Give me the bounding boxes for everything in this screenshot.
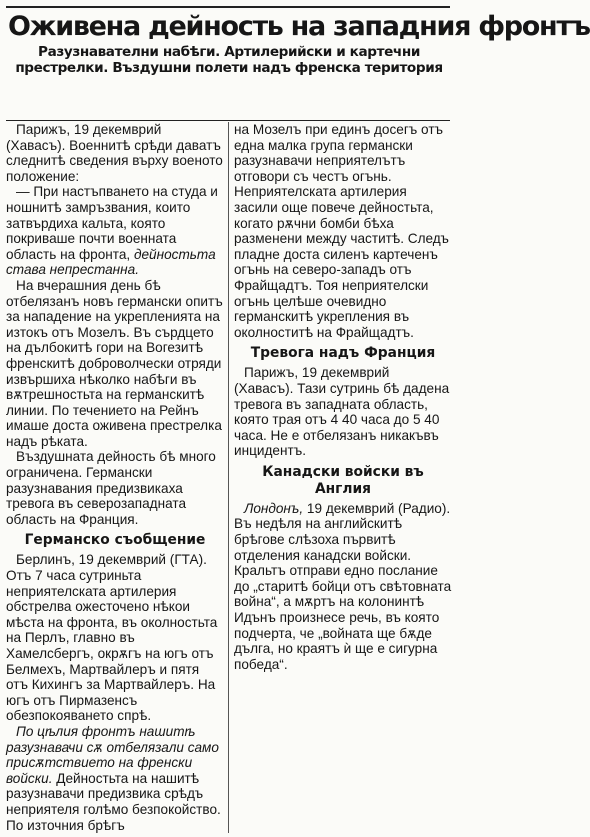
- london-dateline: Лондонъ,: [244, 500, 304, 516]
- header-rule: [6, 120, 450, 121]
- subheadline: Разузнавателни набѣги. Артилерийски и картечни престрелки. Въздушни полети надъ френска територия: [15, 44, 443, 76]
- top-rule: [6, 6, 450, 8]
- paragraph-moselle: на Мозелъ при единъ досегъ отъ една малка група германски разузнавачи неприятелътъ отговори съ честъ огънь. Неприятелската артилерия засили още повече дейностьта, когато рѫчни бомби бѣха разменени между частитѣ. Следъ пладне доста силенъ картеченъ огънь на северо-западъ отъ Фрайщадтъ. Тоя неприятелски огънь целѣше очевидно германскитѣ укрепления въ околноститѣ на Фрайщадтъ.: [234, 122, 449, 340]
- frost-italic: дейностьта става непрестанна.: [6, 246, 216, 278]
- section-heading-alarm: Тревога надъ Франция: [250, 345, 436, 362]
- article-columns: [6, 122, 452, 833]
- reconnaissance-text: Дейностьта на нашитѣ разузнавачи предизвика срѣдъ неприятеля голѣмо безпокойство. По източния брѣгъ: [6, 770, 221, 833]
- paragraph-berlin: Берлинъ, 19 декемврий (ГТА). Отъ 7 часа сутриньта неприятелската артилерия обстрелва ожесточено нѣкои мѣста на фронта, въ околностьта на Перлъ, главно въ Хамелсбергъ, окрѫгъ на югъ отъ Белмехъ, Мартвайлеръ и пятя отъ Кихингъ за Мартвайлеръ. На югъ отъ Пирмазенсъ обезпокояването спрѣ.: [6, 552, 218, 724]
- section-heading-german-report: Германско съобщение: [24, 532, 206, 549]
- paragraph-alarm: Парижъ, 19 декемврий (Хавасъ). Тази сутринь бѣ дадена тревога въ западната область, която трая отъ 4 40 часа до 5 40 часа. Не е отбелязанъ никакъвъ инцидентъ.: [234, 365, 450, 459]
- paragraph-reconnaissance: [6, 724, 224, 833]
- section-heading-canadian-troops: Канадски войски въ Англия: [262, 463, 424, 497]
- paragraph-london: [234, 501, 452, 673]
- paragraph-air-activity: Въздушната дейность бѣ много ограничена. Германски разузнавания предизвикаха тревога въ северозападната область на Франция.: [6, 449, 216, 527]
- headline: Оживена дейность на западния фронтъ: [8, 11, 590, 42]
- paragraph-frost: [6, 184, 224, 278]
- reconnaissance-italic: По цѣлия фронтъ нашитѣ разузнавачи сѫ отбелязали само присѫтствието на френски войски.: [6, 723, 219, 786]
- paragraph-vosges: На вчерашния день бѣ отбелязанъ новъ германски опитъ за нападение на укрепленията на изтокъ отъ Мозелъ. Въ сърдцето на дълбокитѣ гори на Вогезитѣ френскитѣ доброволчески отряди извършиха нѣколко набѣги въ вѫтрешностьта на германскитѣ линии. По течението на Рейнъ имаше доста оживена престрелка надъ рѣката.: [6, 277, 223, 449]
- london-text: 19 декемврий (Радио). Въ недѣля на английскитѣ брѣгове слѣзоха първитѣ отделения канадски войски. Кральтъ отправи едно послание до „старитѣ бойци отъ свѣтовната война“, а мѫртъ на колонинтѣ Идънъ произнесе речь, въ която подчерта, че „войната ще бѫде дълга, но краятъ ѝ ще е сигурна победа“.: [234, 500, 452, 672]
- left-column: [6, 122, 229, 833]
- frost-text: — При настъпването на студа и ношнитѣ замръзвания, които затвърдиха кальта, която покриваше почти военната область на фронта,: [6, 184, 218, 262]
- paragraph-paris-intro: Парижъ, 19 декемврий (Хавасъ). Военнитѣ срѣди даватъ следнитѣ сведения върху военото положение:: [6, 122, 223, 184]
- right-column: [229, 122, 452, 833]
